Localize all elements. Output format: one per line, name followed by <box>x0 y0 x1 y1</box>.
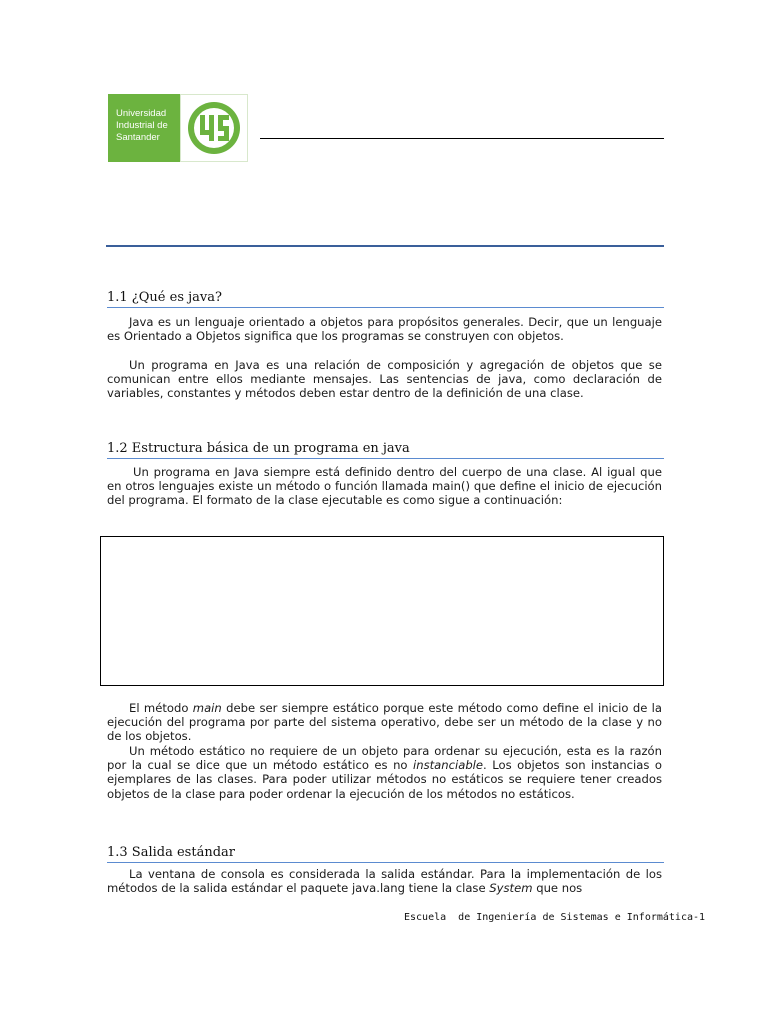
page-footer: Escuela de Ingeniería de Sistemas e Informática-1 <box>404 912 706 923</box>
section-2-paragraph-1: Un programa en Java siempre está definido dentro del cuerpo de una clase. Al igual que en otros lenguajes existe un método o función llamada main() que define el inicio de ejecución del programa. El formato de la clase ejecutable es como sigue a continuación: <box>107 465 662 508</box>
header-line <box>260 138 664 139</box>
uis-logo <box>108 94 248 162</box>
section-1-paragraph-2: Un programa en Java es una relación de composición y agregación de objetos que se comunican entre ellos mediante mensajes. Las sentencias de java, como declaración de variables, constantes y métodos deben estar dentro de la definición de una clase. <box>107 358 662 401</box>
section-1-paragraph-1: Java es un lenguaje orientado a objetos para propósitos generales. Decir, que un lenguaje es Orientado a Objetos significa que los programas se construyen con objetos. <box>107 315 662 344</box>
logo-line-2: Industrial de <box>116 120 168 131</box>
uis-emblem-icon <box>180 94 248 162</box>
section-1-heading: 1.1 ¿Qué es java? <box>107 290 664 308</box>
section-2-heading: 1.2 Estructura básica de un programa en java <box>107 441 664 459</box>
section-2-paragraph-3: Un método estático no requiere de un objeto para ordenar su ejecución, esta es la razón por la cual se dice que un método estático es no instanciable. Los objetos son instancias o ejemplares de las clases. Para poder utilizar métodos no estáticos se requiere tener creados objetos de la clase para poder ordenar la ejecución de los métodos no estáticos. <box>107 744 662 801</box>
logo-wordmark <box>108 94 180 162</box>
section-3-paragraph-1: La ventana de consola es considerada la salida estándar. Para la implementación de los métodos de la salida estándar el paquete java.lang tiene la clase System que nos <box>107 867 662 896</box>
logo-line-3: Santander <box>116 132 160 143</box>
section-2-paragraph-2: El método main debe ser siempre estático porque este método como define el inicio de la ejecución del programa por parte del sistema operativo, debe ser un método de la clase y no de los objetos. <box>107 701 663 744</box>
section-3-heading: 1.3 Salida estándar <box>107 845 664 863</box>
logo-line-1: Universidad <box>116 108 167 119</box>
header-divider <box>106 245 664 247</box>
code-box <box>100 536 664 686</box>
